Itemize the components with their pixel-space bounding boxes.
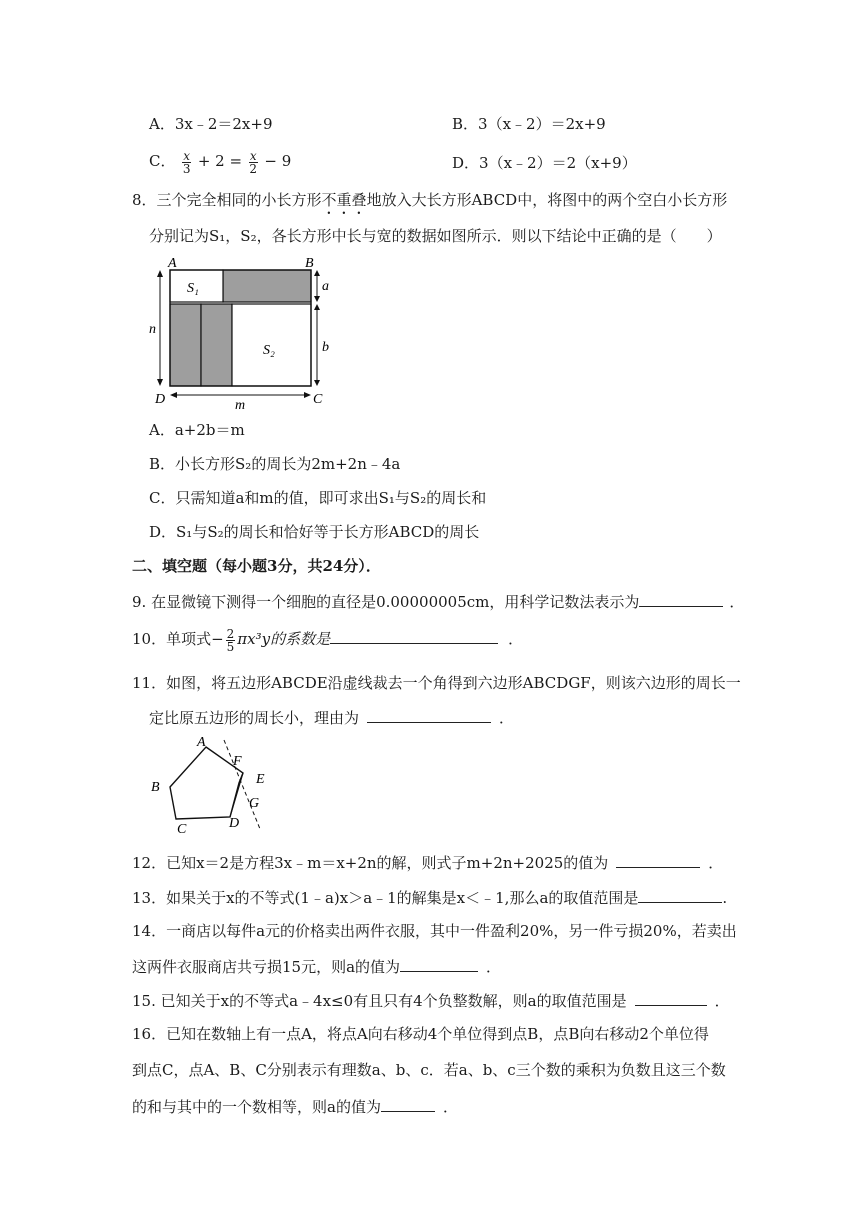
q7-option-a: A．3x﹣2＝2x+9 xyxy=(149,115,273,133)
label-b-length: b xyxy=(322,340,329,355)
pent-label-e: E xyxy=(256,772,265,787)
label-d-vertex: D xyxy=(155,392,166,407)
q7-c-mid: + 2 = xyxy=(197,152,243,170)
label-s2: S₂ xyxy=(263,343,275,358)
q16-answer-blank[interactable] xyxy=(381,1095,435,1112)
q8-option-a: A．a+2b＝m xyxy=(149,421,245,439)
q11-line2: 定比原五边形的周长小，理由为 ． xyxy=(149,706,514,728)
pent-label-g: G xyxy=(249,796,260,811)
q12-answer-blank[interactable] xyxy=(616,851,700,868)
q9-answer-blank[interactable] xyxy=(639,590,723,607)
label-s1: S₁ xyxy=(187,281,199,296)
q8-emphasis: 不重叠 xyxy=(321,191,367,209)
q11-line1: 11．如图，将五边形ABCDE沿虚线裁去一个角得到六边形ABCDGF，则该六边形的周长一 xyxy=(132,674,741,692)
q15-answer-blank[interactable] xyxy=(635,989,707,1006)
shaded-left-rect-1 xyxy=(170,304,201,386)
label-c-vertex: C xyxy=(313,392,323,407)
section-2-heading: 二、填空题（每小题3分，共24分）． xyxy=(132,557,381,575)
q13-answer-blank[interactable] xyxy=(638,886,722,903)
q7-option-d: D．3（x﹣2）＝2（x+9） xyxy=(452,154,637,172)
q13: 13．如果关于x的不等式(1﹣a)x＞a﹣1的解集是x＜﹣1,那么a的取值范围是 . xyxy=(132,886,727,908)
q16-line3: 的和与其中的一个数相等，则a的值为 ． xyxy=(132,1095,458,1117)
q9: 9. 在显微镜下测得一个细胞的直径是0.00000005cm，用科学记数法表示为 ． xyxy=(132,590,744,612)
q7-option-c xyxy=(149,146,291,176)
q8-stem-line2: 分别记为S₁，S₂，各长方形中长与宽的数据如图所示．则以下结论中正确的是（ ） xyxy=(149,227,722,245)
q16-line2: 到点C，点A、B、C分别表示有理数a、b、c．若a、b、c三个数的乘积为负数且这三个数 xyxy=(132,1061,726,1079)
pent-label-a: A xyxy=(197,735,206,750)
q10: 10．单项式− $\frac{2}{5}$ πx³y的系数是 ． xyxy=(132,626,524,654)
pent-label-c: C xyxy=(177,822,187,835)
q7-c-tail: − 9 xyxy=(264,152,292,170)
q11-pentagon-figure xyxy=(145,735,275,835)
q8-option-b: B．小长方形S₂的周长为2m+2n﹣4a xyxy=(149,455,401,473)
q8-option-c: C．只需知道a和m的值，即可求出S₁与S₂的周长和 xyxy=(149,489,487,507)
q8-stem-line1: 8．三个完全相同的小长方形不重叠地放入大长方形ABCD中，将图中的两个空白小长方形 xyxy=(132,191,728,209)
label-n: n xyxy=(149,322,156,337)
q8-option-d: D．S₁与S₂的周长和恰好等于长方形ABCD的周长 xyxy=(149,523,480,541)
q7-c-fraction-1: $\frac{x}{3}$ xyxy=(182,148,191,176)
q10-answer-blank[interactable] xyxy=(330,627,498,644)
q14-line1: 14．一商店以每件a元的价格卖出两件衣服，其中一件盈利20%，另一件亏损20%，若卖出 xyxy=(132,922,737,940)
q14-answer-blank[interactable] xyxy=(400,955,478,972)
q14-line2: 这两件衣服商店共亏损15元，则a的值为 ． xyxy=(132,955,501,977)
q7-c-fraction-2: $\frac{x}{2}$ xyxy=(249,148,258,176)
label-m: m xyxy=(235,398,246,412)
label-a-vertex: A xyxy=(168,256,177,271)
q16-line1: 16．已知在数轴上有一点A，将点A向右移动4个单位得到点B，点B向右移动2个单位得 xyxy=(132,1025,709,1043)
shaded-top-rect xyxy=(223,270,311,302)
q12: 12．已知x＝2是方程3x﹣m＝x+2n的解，则式子m+2n+2025的值为 ． xyxy=(132,851,723,873)
shaded-left-rect-2 xyxy=(201,304,232,386)
q15: 15. 已知关于x的不等式a﹣4x≤0有且只有4个负整数解，则a的取值范围是 ． xyxy=(132,989,730,1011)
label-a-width: a xyxy=(322,279,329,294)
q8-rectangle-figure xyxy=(145,252,335,412)
q10-fraction: $\frac{2}{5}$ xyxy=(226,626,235,654)
pent-label-d: D xyxy=(229,816,240,831)
q7-option-b: B．3（x﹣2）＝2x+9 xyxy=(452,115,606,133)
pent-label-f: F xyxy=(233,754,242,769)
pentagon-edge-ed xyxy=(230,773,243,817)
label-b-vertex: B xyxy=(305,256,314,271)
q11-answer-blank[interactable] xyxy=(367,706,491,723)
q7-option-c-label: C． xyxy=(149,152,176,170)
pent-label-b: B xyxy=(151,780,160,795)
